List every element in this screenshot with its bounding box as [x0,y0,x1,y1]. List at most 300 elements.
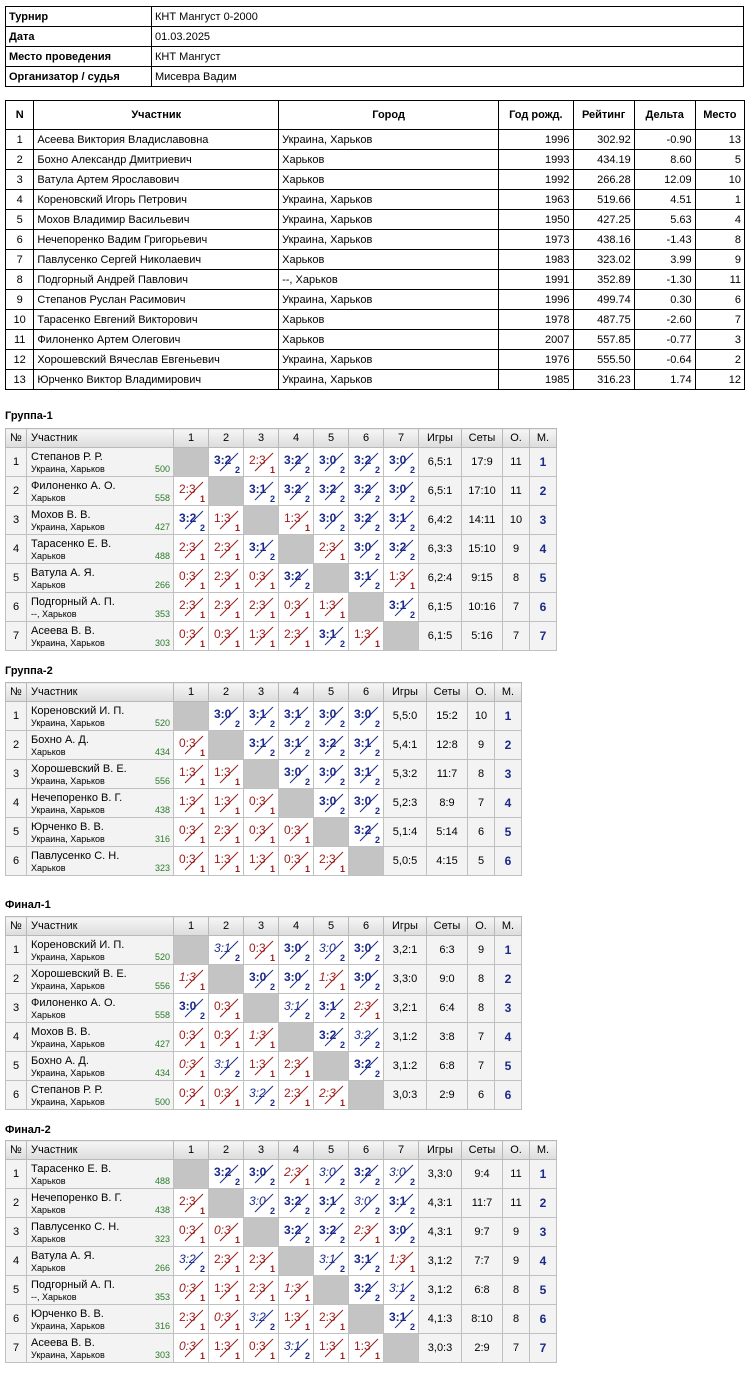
match-cell[interactable] [244,1276,279,1305]
group-table [5,1140,557,1363]
match-points: 1 [234,1293,240,1303]
match-cell[interactable] [244,847,279,876]
diagonal-cell [244,506,279,535]
player-row [6,847,522,876]
match-cell[interactable] [349,1276,384,1305]
sets-cell: 17:9 [462,448,503,477]
player-rating: 488 [154,551,170,561]
match-cell[interactable] [349,477,384,506]
match-points: 1 [374,1235,380,1245]
match-cell[interactable] [314,1081,349,1110]
match-cell[interactable] [349,1334,384,1363]
match-cell[interactable] [244,818,279,847]
match-cell[interactable] [174,535,209,564]
participant-row [6,130,745,150]
match-points: 1 [304,1069,310,1079]
row-number: 1 [6,448,27,477]
participant-cell: Харьков [279,310,499,330]
match-cell[interactable] [174,760,209,789]
match-score: 3:1 [389,1281,406,1295]
match-cell[interactable] [174,994,209,1023]
participant-cell: 1.74 [634,370,695,390]
participant-row [6,170,745,190]
games-cell: 5,4:1 [384,731,427,760]
match-cell[interactable] [349,789,384,818]
match-cell[interactable] [174,1305,209,1334]
place-cell: 2 [530,477,557,506]
match-points: 1 [234,581,240,591]
match-score: 0:3 [179,823,196,837]
match-score: 1:3 [249,1057,266,1071]
player-name[interactable]: Юрченко В. В. [31,821,104,833]
match-cell[interactable] [349,448,384,477]
match-score: 3:1 [284,999,301,1013]
header-opponent-number: 5 [314,917,349,936]
match-cell[interactable] [314,994,349,1023]
match-cell[interactable] [349,1247,384,1276]
player-name[interactable]: Нечепоренко В. Г. [31,1192,123,1204]
player-row [6,936,522,965]
group-table [5,916,522,1110]
match-points: 2 [199,1011,205,1021]
match-cell[interactable] [209,994,244,1023]
participant-cell: 8 [695,230,744,250]
match-cell[interactable] [349,1160,384,1189]
match-cell[interactable] [314,593,349,622]
match-cell[interactable] [279,1276,314,1305]
match-cell[interactable] [314,789,349,818]
match-cell[interactable] [279,1052,314,1081]
match-cell[interactable] [349,731,384,760]
player-cell [27,1160,174,1189]
match-cell[interactable] [384,593,419,622]
player-name[interactable]: Степанов Р. Р. [31,1084,103,1096]
match-cell[interactable] [384,1189,419,1218]
match-cell[interactable] [279,1218,314,1247]
match-score: 2:3 [179,1194,196,1208]
player-name[interactable]: Подгорный А. П. [31,1279,115,1291]
participant-cell: Украина, Харьков [279,290,499,310]
match-cell[interactable] [314,760,349,789]
match-points: 2 [339,639,345,649]
row-number: 1 [6,1160,27,1189]
participant-cell: Кореновский Игорь Петрович [34,190,279,210]
match-cell[interactable] [209,1247,244,1276]
player-city: Украина, Харьков [31,1068,105,1078]
match-points: 2 [234,465,240,475]
match-cell[interactable] [349,760,384,789]
match-cell[interactable] [314,1334,349,1363]
sets-cell: 9:7 [462,1218,503,1247]
match-cell[interactable] [174,593,209,622]
match-cell[interactable] [244,1189,279,1218]
match-cell[interactable] [384,448,419,477]
player-city: Украина, Харьков [31,1039,105,1049]
match-cell[interactable] [209,847,244,876]
match-cell[interactable] [314,1160,349,1189]
match-cell[interactable] [384,477,419,506]
match-score: 1:3 [354,627,371,641]
match-cell[interactable] [349,1189,384,1218]
match-cell[interactable] [279,1160,314,1189]
match-cell[interactable] [314,622,349,651]
match-cell[interactable] [279,593,314,622]
match-cell[interactable] [314,965,349,994]
match-points: 2 [304,953,310,963]
match-cell[interactable] [279,1081,314,1110]
match-cell[interactable] [279,1189,314,1218]
match-cell[interactable] [314,477,349,506]
match-cell[interactable] [174,789,209,818]
match-points: 1 [269,864,275,874]
match-points: 1 [234,777,240,787]
match-cell[interactable] [279,760,314,789]
player-name[interactable]: Мохов В. В. [31,509,91,521]
match-cell[interactable] [174,1189,209,1218]
match-cell[interactable] [314,448,349,477]
match-cell[interactable] [209,1276,244,1305]
match-cell[interactable] [279,1334,314,1363]
match-cell[interactable] [279,622,314,651]
match-cell[interactable] [279,506,314,535]
match-cell[interactable] [244,936,279,965]
match-cell[interactable] [244,1305,279,1334]
player-row [6,965,522,994]
match-points: 2 [304,494,310,504]
match-points: 1 [199,639,205,649]
header-points: О. [503,429,530,448]
player-name[interactable]: Тарасенко Е. В. [31,1163,112,1175]
match-score: 2:3 [214,569,231,583]
match-cell[interactable] [279,1305,314,1334]
match-cell[interactable] [174,1081,209,1110]
player-name[interactable]: Кореновский И. П. [31,705,125,717]
player-name[interactable]: Тарасенко Е. В. [31,538,112,550]
match-score: 0:3 [249,941,266,955]
match-cell[interactable] [209,506,244,535]
match-cell[interactable] [314,535,349,564]
games-cell: 4,1:3 [419,1305,462,1334]
match-cell[interactable] [384,535,419,564]
player-name[interactable]: Асеева В. В. [31,625,95,637]
match-points: 2 [409,523,415,533]
match-score: 0:3 [179,1281,196,1295]
participant-cell: --, Харьков [279,270,499,290]
player-name[interactable]: Ватула А. Я. [31,1250,95,1262]
match-cell[interactable] [349,965,384,994]
player-name[interactable]: Мохов В. В. [31,1026,91,1038]
participants-header: Год рожд. [499,101,573,130]
info-value: 01.03.2025 [152,27,744,47]
match-cell[interactable] [279,847,314,876]
player-name[interactable]: Филоненко А. О. [31,997,116,1009]
match-cell[interactable] [174,1334,209,1363]
diagonal-cell [314,564,349,593]
match-cell[interactable] [209,564,244,593]
tournament-info-table [5,6,744,87]
match-score: 2:3 [249,453,266,467]
match-cell[interactable] [349,1218,384,1247]
match-cell[interactable] [349,702,384,731]
place-cell: 5 [530,1276,557,1305]
match-cell[interactable] [174,965,209,994]
diagonal-cell [174,448,209,477]
match-score: 0:3 [179,852,196,866]
match-cell[interactable] [174,1052,209,1081]
match-cell[interactable] [279,818,314,847]
match-cell[interactable] [349,936,384,965]
row-number: 6 [6,847,27,876]
match-cell[interactable] [349,1023,384,1052]
match-cell[interactable] [279,965,314,994]
player-cell [27,1218,174,1247]
match-score: 2:3 [284,1165,301,1179]
match-cell[interactable] [314,936,349,965]
points-cell: 9 [468,936,495,965]
match-score: 3:2 [249,1086,266,1100]
match-score: 3:0 [354,540,372,554]
match-cell[interactable] [174,1218,209,1247]
player-rating: 323 [154,1234,170,1244]
match-cell[interactable] [244,1081,279,1110]
match-cell[interactable] [209,1081,244,1110]
match-cell[interactable] [314,1305,349,1334]
match-cell[interactable] [209,535,244,564]
player-row [6,818,522,847]
match-cell[interactable] [174,1023,209,1052]
player-city: Харьков [31,1010,66,1020]
match-cell[interactable] [349,818,384,847]
match-cell[interactable] [349,506,384,535]
match-cell[interactable] [314,1247,349,1276]
match-cell[interactable] [244,1247,279,1276]
player-name[interactable]: Подгорный А. П. [31,596,115,608]
match-cell[interactable] [384,1276,419,1305]
match-cell[interactable] [209,818,244,847]
match-cell[interactable] [244,789,279,818]
match-cell[interactable] [244,1334,279,1363]
match-points: 2 [409,1235,415,1245]
match-score: 3:1 [284,736,302,750]
match-cell[interactable] [174,1276,209,1305]
match-cell[interactable] [209,1023,244,1052]
match-cell[interactable] [209,760,244,789]
match-cell[interactable] [349,622,384,651]
match-score: 3:2 [354,1281,372,1295]
match-cell[interactable] [314,702,349,731]
player-name[interactable]: Ватула А. Я. [31,567,95,579]
player-city: Харьков [31,747,66,757]
match-cell[interactable] [209,702,244,731]
match-score: 3:1 [214,1057,231,1071]
player-name[interactable]: Степанов Р. Р. [31,451,103,463]
player-city: Харьков [31,580,66,590]
match-cell[interactable] [244,731,279,760]
participant-cell: Украина, Харьков [279,350,499,370]
match-cell[interactable] [174,564,209,593]
sets-cell: 7:7 [462,1247,503,1276]
participant-cell: -0.64 [634,350,695,370]
header-points: О. [468,917,495,936]
games-cell: 3,1:2 [419,1276,462,1305]
match-cell[interactable] [279,702,314,731]
match-points: 2 [199,1264,205,1274]
match-cell[interactable] [244,448,279,477]
player-name[interactable]: Юрченко В. В. [31,1308,104,1320]
match-cell[interactable] [314,731,349,760]
player-name[interactable]: Хорошевский В. Е. [31,763,127,775]
match-cell[interactable] [244,965,279,994]
place-cell: 5 [495,1052,522,1081]
match-points: 2 [409,1293,415,1303]
match-cell[interactable] [244,593,279,622]
match-cell[interactable] [279,731,314,760]
participant-cell: 4 [6,190,34,210]
match-cell[interactable] [209,936,244,965]
diagonal-cell [209,1189,244,1218]
match-cell[interactable] [244,535,279,564]
place-cell: 2 [530,1189,557,1218]
match-cell[interactable] [349,994,384,1023]
match-cell[interactable] [244,702,279,731]
match-cell[interactable] [209,593,244,622]
match-cell[interactable] [349,1052,384,1081]
match-points: 1 [199,1322,205,1332]
sets-cell: 6:4 [427,994,468,1023]
match-cell[interactable] [314,506,349,535]
match-score: 3:2 [319,1028,337,1042]
player-name[interactable]: Бохно А. Д. [31,1055,89,1067]
match-cell[interactable] [209,448,244,477]
match-cell[interactable] [209,789,244,818]
player-name[interactable]: Нечепоренко В. Г. [31,792,123,804]
participant-cell: Харьков [279,330,499,350]
match-cell[interactable] [174,622,209,651]
player-cell [27,818,174,847]
match-cell[interactable] [209,622,244,651]
match-cell[interactable] [209,1052,244,1081]
match-score: 3:1 [389,1310,407,1324]
player-cell [27,702,174,731]
match-cell[interactable] [314,1023,349,1052]
match-score: 3:2 [249,1310,266,1324]
match-cell[interactable] [174,1247,209,1276]
info-row [6,67,744,87]
match-cell[interactable] [349,535,384,564]
participant-cell: 1973 [499,230,573,250]
match-score: 0:3 [214,1086,231,1100]
match-cell[interactable] [244,1023,279,1052]
participant-cell: 1991 [499,270,573,290]
match-cell[interactable] [244,1052,279,1081]
match-cell[interactable] [384,1247,419,1276]
player-name[interactable]: Кореновский И. П. [31,939,125,951]
match-cell[interactable] [279,477,314,506]
header-opponent-number: 2 [209,429,244,448]
match-cell[interactable] [209,1218,244,1247]
player-name[interactable]: Павлусенко С. Н. [31,1221,120,1233]
match-score: 0:3 [179,1057,196,1071]
match-cell[interactable] [174,847,209,876]
player-name[interactable]: Асеева В. В. [31,1337,95,1349]
place-cell: 3 [495,760,522,789]
match-points: 1 [304,1098,310,1108]
match-cell[interactable] [314,1218,349,1247]
player-name[interactable]: Хорошевский В. Е. [31,968,127,980]
match-points: 1 [304,1293,310,1303]
games-cell: 3,3:0 [384,965,427,994]
participants-header: Рейтинг [573,101,634,130]
games-cell: 6,4:2 [419,506,462,535]
match-points: 2 [304,465,310,475]
match-cell[interactable] [174,731,209,760]
match-points: 2 [269,1177,275,1187]
participant-cell: -2.60 [634,310,695,330]
match-cell[interactable] [279,994,314,1023]
match-cell[interactable] [244,622,279,651]
player-name[interactable]: Павлусенко С. Н. [31,850,120,862]
place-cell: 1 [495,702,522,731]
match-cell[interactable] [384,506,419,535]
match-cell[interactable] [384,1160,419,1189]
place-cell: 4 [495,789,522,818]
games-cell: 5,3:2 [384,760,427,789]
match-cell[interactable] [174,506,209,535]
match-cell[interactable] [244,564,279,593]
place-cell: 7 [530,1334,557,1363]
match-cell[interactable] [349,564,384,593]
match-cell[interactable] [314,847,349,876]
sets-cell: 11:7 [427,760,468,789]
player-name[interactable]: Филоненко А. О. [31,480,116,492]
diagonal-cell [244,760,279,789]
participant-cell: 1996 [499,130,573,150]
match-cell[interactable] [244,477,279,506]
match-cell[interactable] [314,1189,349,1218]
match-cell[interactable] [174,477,209,506]
participant-cell: 0.30 [634,290,695,310]
participant-cell: -0.77 [634,330,695,350]
match-cell[interactable] [384,1305,419,1334]
match-cell[interactable] [209,1160,244,1189]
match-cell[interactable] [279,564,314,593]
match-cell[interactable] [279,448,314,477]
match-points: 2 [374,1177,380,1187]
match-cell[interactable] [244,1160,279,1189]
match-cell[interactable] [279,936,314,965]
match-cell[interactable] [209,1305,244,1334]
player-name[interactable]: Бохно А. Д. [31,734,89,746]
header-games: Игры [419,429,462,448]
header-opponent-number: 1 [174,683,209,702]
match-score: 3:0 [354,970,372,984]
participant-cell: 5.63 [634,210,695,230]
match-cell[interactable] [174,818,209,847]
group-title: Финал-2 [5,1124,51,1136]
match-cell[interactable] [384,1218,419,1247]
participant-cell: Харьков [279,250,499,270]
match-score: 3:1 [249,736,267,750]
participants-table [5,100,745,390]
match-score: 3:0 [284,970,302,984]
match-cell[interactable] [209,1334,244,1363]
match-cell[interactable] [384,564,419,593]
games-cell: 3,1:2 [384,1052,427,1081]
points-cell: 6 [468,818,495,847]
participant-row [6,150,745,170]
row-number: 5 [6,564,27,593]
match-points: 2 [339,806,345,816]
